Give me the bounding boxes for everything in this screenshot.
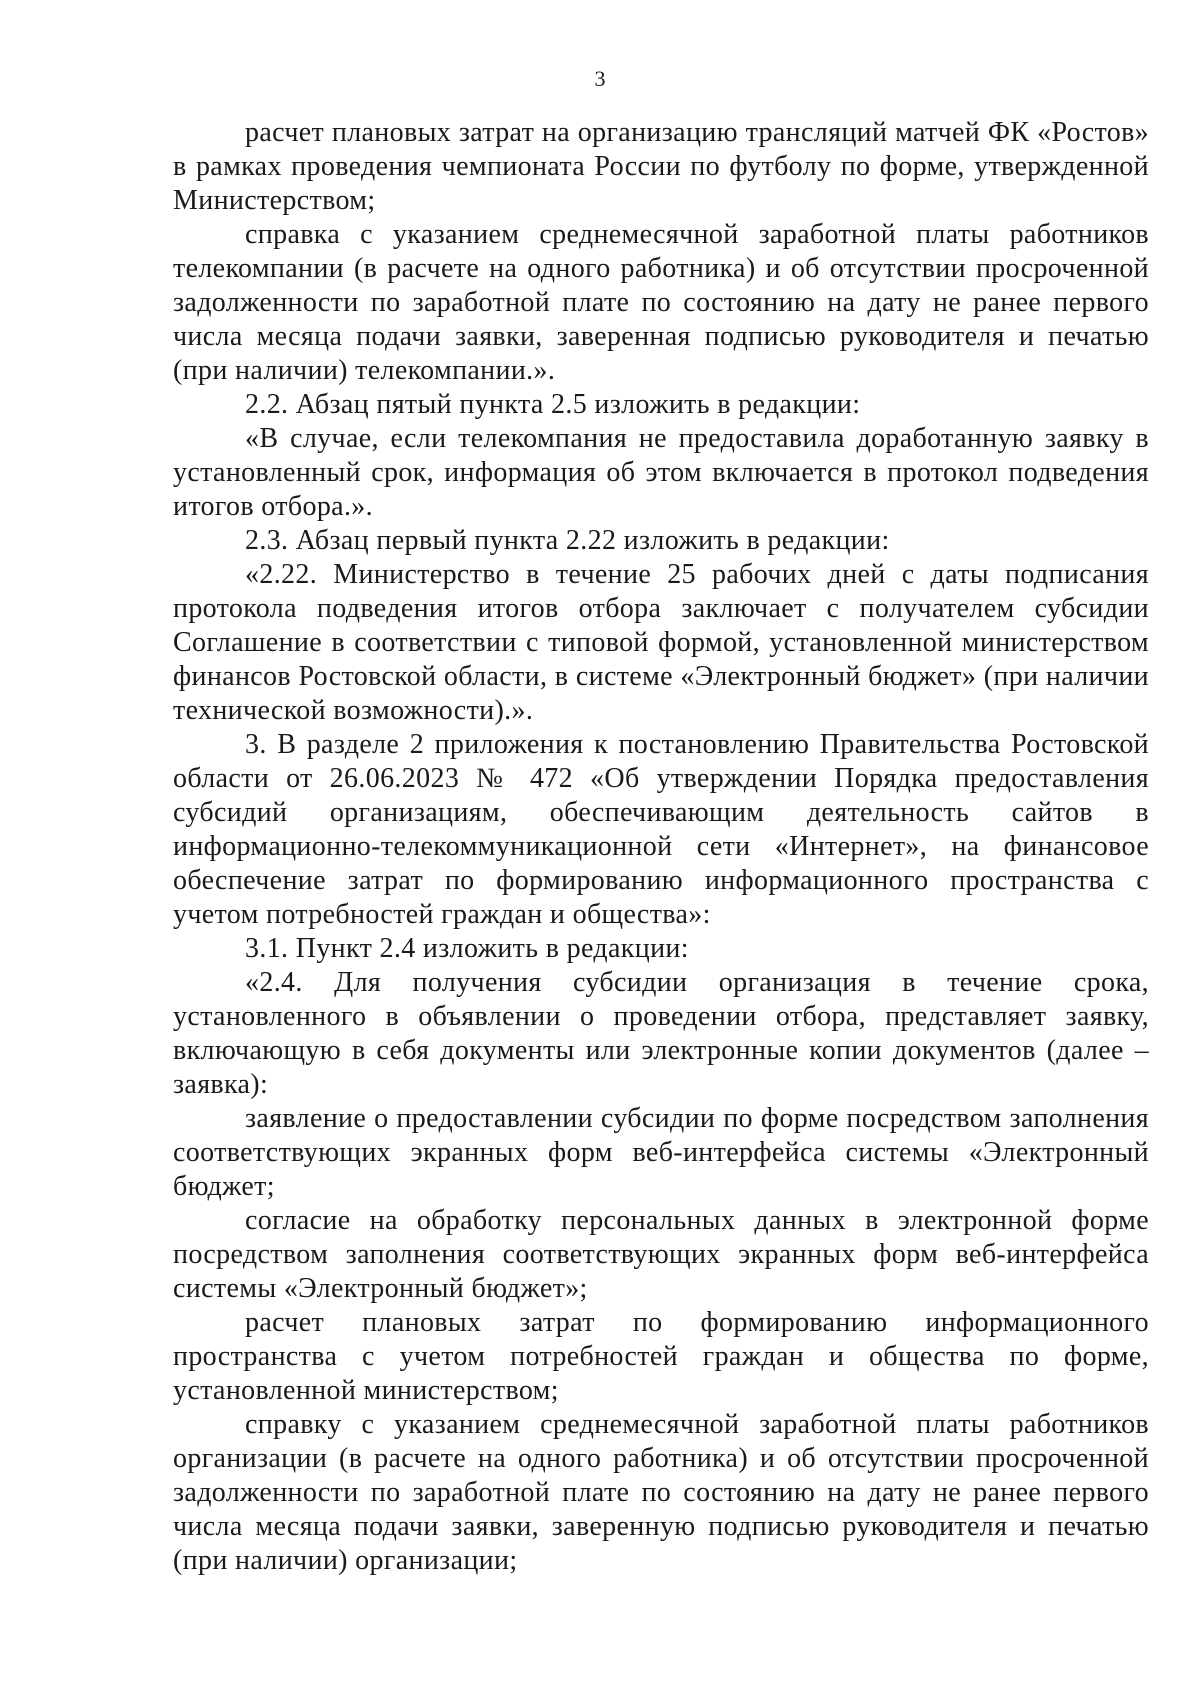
paragraph: 3.1. Пункт 2.4 изложить в редакции: (245, 933, 689, 964)
document-body (173, 116, 1149, 1578)
paragraph: заявление о предоставлении субсидии по форме посредством заполнения соответствующих экранных форм веб-интерфейса системы «Электронный бюджет; (173, 1103, 1149, 1202)
paragraph: расчет плановых затрат по формированию информационного пространства с учетом потребностей граждан и общества по форме, установленной министерством; (173, 1307, 1149, 1406)
paragraph: 2.3. Абзац первый пункта 2.22 изложить в редакции: (245, 525, 890, 556)
paragraph: согласие на обработку персональных данных в электронной форме посредством заполнения соответствующих экранных форм веб-интерфейса системы «Электронный бюджет»; (173, 1205, 1149, 1304)
page-number: 3 (594, 66, 606, 91)
paragraph: 3. В разделе 2 приложения к постановлению Правительства Ростовской области от 26.06.2023 № 472 «Об утверждении Порядка предоставления субсидий организациям, обеспечивающим деятельность сайтов в информационно-телекоммуникационной сети «Интернет», на финансовое обеспечение затрат по формированию информационного пространства с учетом потребностей граждан и общества»: (173, 729, 1149, 930)
paragraph: справка с указанием среднемесячной заработной платы работников телекомпании (в расчете на одного работника) и об отсутствии просроченной задолженности по заработной плате по состоянию на дату не ранее первого числа месяца подачи заявки, заверенная подписью руководителя и печатью (при наличии) телекомпании.». (173, 219, 1149, 386)
paragraph: «2.22. Министерство в течение 25 рабочих дней с даты подписания протокола подведения итогов отбора заключает с получателем субсидии Соглашение в соответствии с типовой формой, установленной министерством финансов Ростовской области, в системе «Электронный бюджет» (при наличии технической возможности).». (173, 559, 1149, 726)
paragraph: расчет плановых затрат на организацию трансляций матчей ФК «Ростов» в рамках проведения чемпионата России по футболу по форме, утвержденной Министерством; (173, 117, 1149, 216)
paragraph: «В случае, если телекомпания не предоставила доработанную заявку в установленный срок, информация об этом включается в протокол подведения итогов отбора.». (173, 423, 1149, 522)
paragraph: 2.2. Абзац пятый пункта 2.5 изложить в редакции: (245, 389, 861, 420)
paragraph: «2.4. Для получения субсидии организация в течение срока, установленного в объявлении о проведении отбора, представляет заявку, включающую в себя документы или электронные копии документов (далее – заявка): (173, 967, 1149, 1100)
paragraph: справку с указанием среднемесячной заработной платы работников организации (в расчете на одного работника) и об отсутствии просроченной задолженности по заработной плате по состоянию на дату не ранее первого числа месяца подачи заявки, заверенную подписью руководителя и печатью (при наличии) организации; (173, 1409, 1149, 1576)
